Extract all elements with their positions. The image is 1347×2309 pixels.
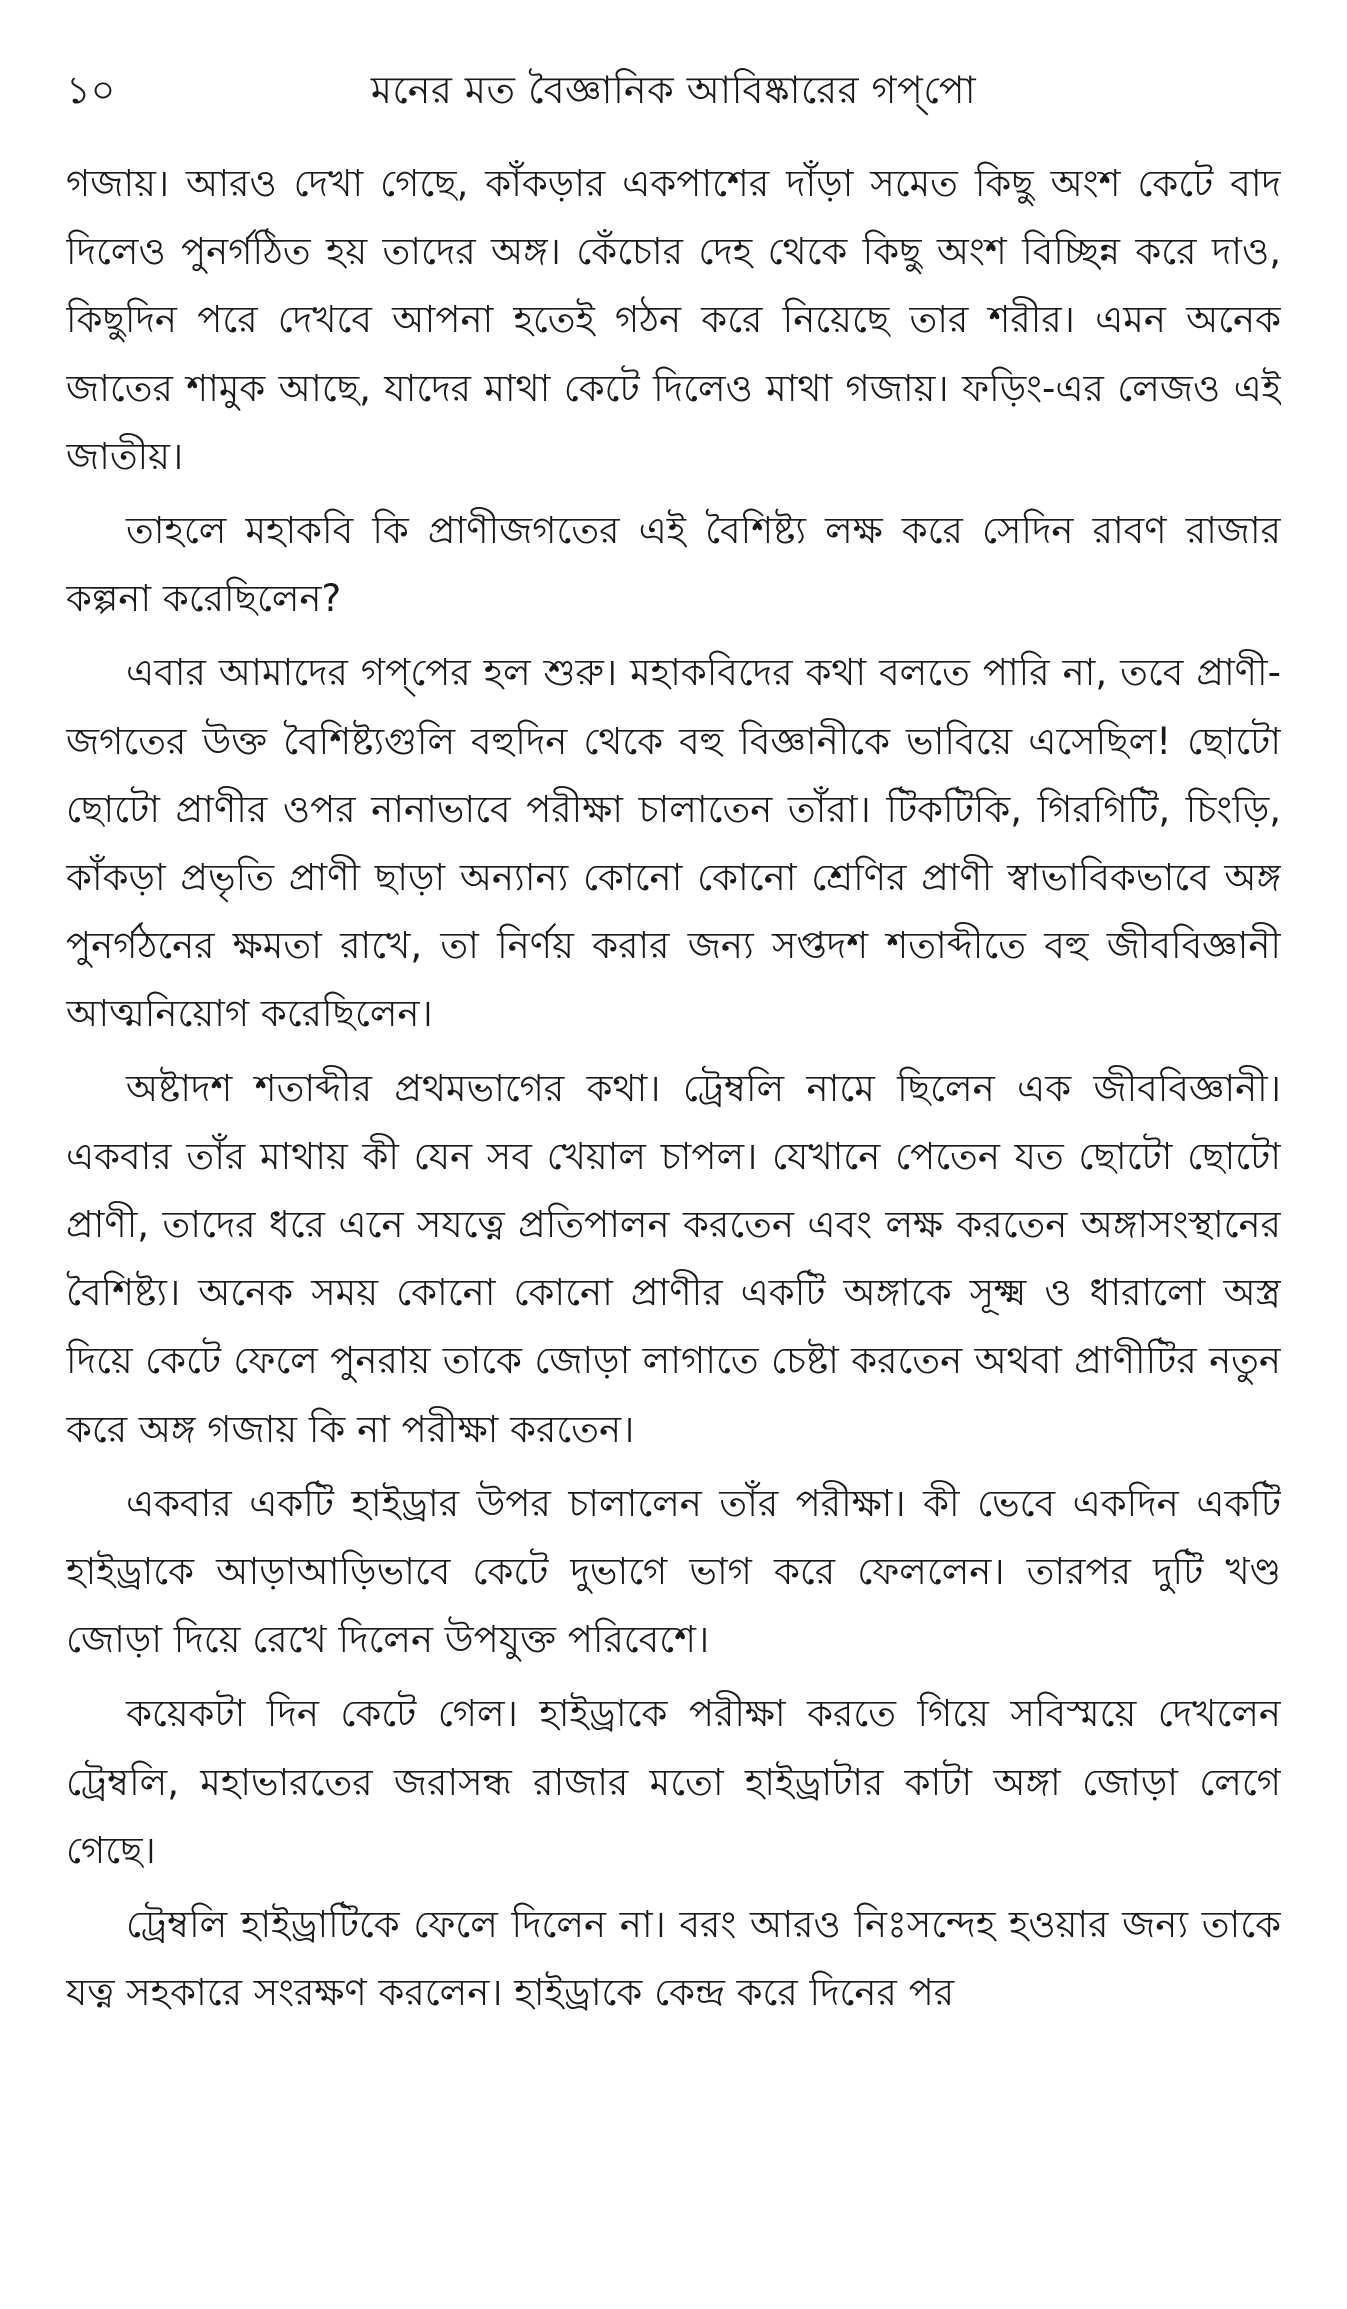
running-title: মনের মত বৈজ্ঞানিক আবিষ্কারের গপ্‌পো [370, 68, 977, 112]
paragraph-5: একবার একটি হাইড্রার উপর চালালেন তাঁর পরীক্ষা। কী ভেবে একদিন একটি হাইড্রাকে আড়াআড়িভাবে কেটে দুভাগে ভাগ করে ফেললেন। তারপর দুটি খণ্ড জোড়া দিয়ে রেখে দিলেন উপযুক্ত পরিবেশে। [66, 1481, 1281, 1662]
paragraph-7: ট্রেম্বলি হাইড্রাটিকে ফেলে দিলেন না। বরং আরও নিঃসন্দেহ হওয়ার জন্য তাকে যত্ন সহকারে সংরক্ষণ করলেন। হাইড্রাকে কেন্দ্র করে দিনের পর [66, 1903, 1281, 2015]
page-number: ১০ [66, 68, 116, 112]
paragraph-1: গজায়। আরও দেখা গেছে, কাঁকড়ার একপাশের দাঁড়া সমেত কিছু অংশ কেটে বাদ দিলেও পুনর্গঠিত হয় তাদের অঙ্গ। কেঁচোর দেহ থেকে কিছু অংশ বিচ্ছিন্ন করে দাও, কিছুদিন পরে দেখবে আপনা হতেই গঠন করে নিয়েছে তার শরীর। এমন অনেক জাতের শামুক আছে, যাদের মাথা কেটে দিলেও মাথা গজায়। ফড়িং-এর লেজও এই জাতীয়। [66, 162, 1281, 478]
paragraph-2: তাহলে মহাকবি কি প্রাণীজগতের এই বৈশিষ্ট্য লক্ষ করে সেদিন রাবণ রাজার কল্পনা করেছিলেন? [66, 509, 1281, 621]
paragraph-4: অষ্টাদশ শতাব্দীর প্রথমভাগের কথা। ট্রেম্বলি নামে ছিলেন এক জীববিজ্ঞানী। একবার তাঁর মাথায় কী যেন সব খেয়াল চাপল। যেখানে পেতেন যত ছোটো ছোটো প্রাণী, তাদের ধরে এনে সযত্নে প্রতিপালন করতেন এবং লক্ষ করতেন অঙ্গাসংস্থানের বৈশিষ্ট্য। অনেক সময় কোনো কোনো প্রাণীর একটি অঙ্গাকে সূক্ষ্ম ও ধারালো অস্ত্র দিয়ে কেটে ফেলে পুনরায় তাকে জোড়া লাগাতে চেষ্টা করতেন অথবা প্রাণীটির নতুন করে অঙ্গ গজায় কি না পরীক্ষা করতেন। [66, 1066, 1281, 1451]
paragraph-6: কয়েকটা দিন কেটে গেল। হাইড্রাকে পরীক্ষা করতে গিয়ে সবিস্ময়ে দেখলেন ট্রেম্বলি, মহাভারতের জরাসন্ধ রাজার মতো হাইড্রাটার কাটা অঙ্গা জোড়া লেগে গেছে। [66, 1692, 1281, 1872]
page-header [66, 62, 1281, 122]
paragraph-3: এবার আমাদের গপ্‌পের হল শুরু। মহাকবিদের কথা বলতে পারি না, তবে প্রাণী-জগতের উক্ত বৈশিষ্ট্যগুলি বহুদিন থেকে বহু বিজ্ঞানীকে ভাবিয়ে এসেছিল! ছোটো ছোটো প্রাণীর ওপর নানাভাবে পরীক্ষা চালাতেন তাঁরা। টিকটিকি, গিরগিটি, চিংড়ি, কাঁকড়া প্রভৃতি প্রাণী ছাড়া অন্যান্য কোনো কোনো শ্রেণির প্রাণী স্বাভাবিকভাবে অঙ্গ পুনর্গঠনের ক্ষমতা রাখে, তা নির্ণয় করার জন্য সপ্তদশ শতাব্দীতে বহু জীববিজ্ঞানী আত্মনিয়োগ করেছিলেন। [66, 651, 1281, 1036]
body-text [66, 150, 1281, 2270]
